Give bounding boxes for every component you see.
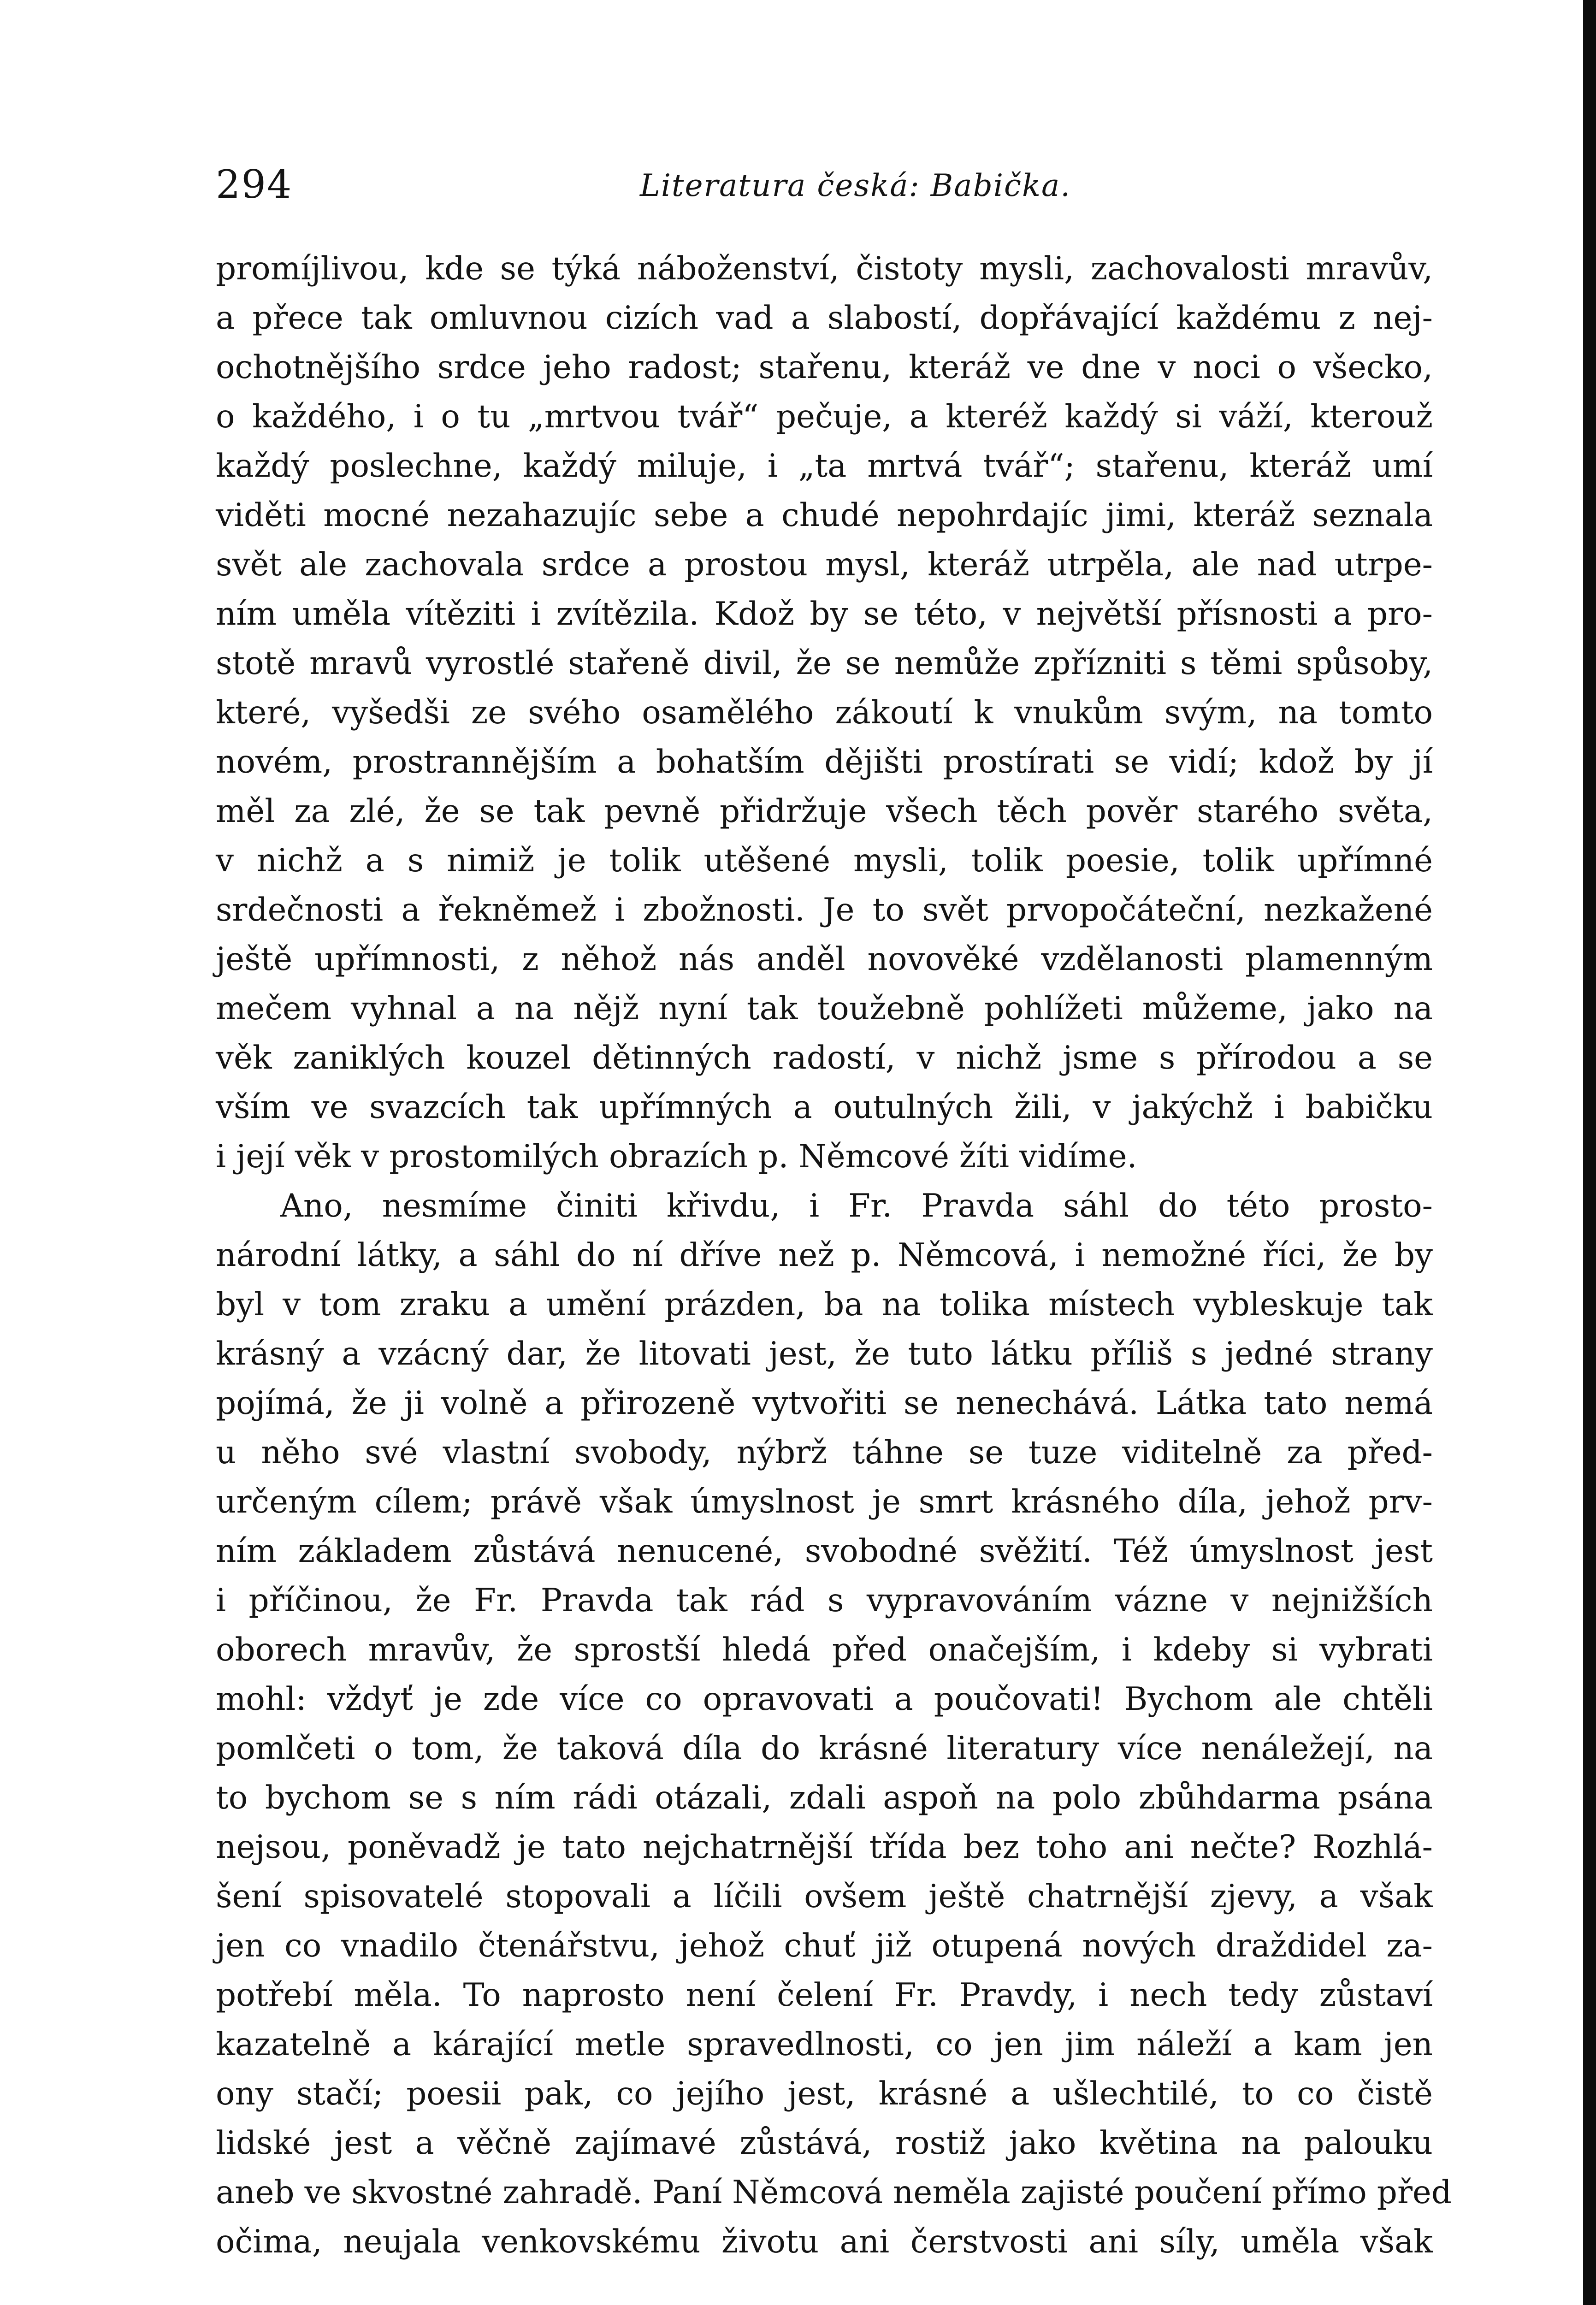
text-line: o každého, i o tu „mrtvou tvář“ pečuje, a kteréž každý si váží, kterouž [216, 398, 1433, 435]
text-line: krásný a vzácný dar, že litovati jest, že tuto látku příliš s jedné strany [216, 1336, 1433, 1372]
text-line: novém, prostrannějším a bohatším dějišti prostírati se vidí; kdož by jí [216, 744, 1433, 780]
text-line: v nichž a s nimiž je tolik utěšené mysli, tolik poesie, tolik upřímné [216, 842, 1433, 879]
text-line: lidské jest a věčně zajímavé zůstává, rostiž jako květina na palouku [216, 2125, 1433, 2162]
text-line: šení spisovatelé stopovali a líčili ovšem ještě chatrnější zjevy, a však [216, 1878, 1433, 1915]
text-line: jen co vnadilo čtenářstvu, jehož chuť již otupená nových draždidel za- [216, 1927, 1433, 1964]
page-number: 294 [216, 162, 293, 207]
text-line: nejsou, poněvadž je tato nejchatrnější třída bez toho ani nečte? Rozhlá- [216, 1829, 1433, 1866]
text-line: aneb ve skvostné zahradě. Paní Němcová neměla zajisté poučení přímo před [216, 2174, 1452, 2211]
paragraph-end-line: i její věk v prostomilých obrazích p. Němcové žíti vidíme. [216, 1138, 1137, 1175]
text-line: kazatelně a kárající metle spravedlnosti, co jen jim náleží a kam jen [216, 2026, 1433, 2063]
text-line: svět ale zachovala srdce a prostou mysl, kteráž utrpěla, ale nad utrpe- [216, 546, 1433, 583]
text-line: věk zaniklých kouzel dětinných radostí, v nichž jsme s přírodou a se [216, 1040, 1433, 1076]
text-line: u něho své vlastní svobody, nýbrž táhne se tuze viditelně za před- [216, 1434, 1433, 1471]
running-head: Literatura česká: Babička. [640, 168, 1071, 203]
text-line: pojímá, že ji volně a přirozeně vytvořiti se nenechává. Látka tato nemá [216, 1385, 1433, 1422]
body-text [216, 244, 1452, 2305]
text-line: ochotnějšího srdce jeho radost; stařenu, kteráž ve dne v noci o všecko, [216, 349, 1433, 386]
text-line: potřebí měla. To naprosto není čelení Fr. Pravdy, i nech tedy zůstaví [216, 1977, 1433, 2014]
text-line: to bychom se s ním rádi otázali, zdali aspoň na polo zbůhdarma psána [216, 1779, 1433, 1816]
text-line: vším ve svazcích tak upřímných a outulných žili, v jakýchž i babičku [216, 1089, 1433, 1126]
text-line: každý poslechne, každý miluje, i „ta mrtvá tvář“; stařenu, kteráž umí [216, 448, 1433, 485]
text-line: očima, neujala venkovskému životu ani čerstvosti ani síly, uměla však [216, 2223, 1433, 2260]
page-header [216, 152, 1433, 217]
text-line: ním základem zůstává nenucené, svobodné svěžití. Též úmyslnost jest [216, 1533, 1433, 1570]
text-line: byl v tom zraku a umění prázden, ba na tolika místech vybleskuje tak [216, 1286, 1433, 1323]
text-line: měl za zlé, že se tak pevně přidržuje všech těch pověr starého světa, [216, 793, 1433, 830]
text-line: národní látky, a sáhl do ní dříve než p. Němcová, i nemožné říci, že by [216, 1237, 1433, 1274]
text-line: a přece tak omluvnou cizích vad a slabostí, dopřávající každému z nej- [216, 300, 1433, 337]
text-line: mohl: vždyť je zde více co opravovati a poučovati! Bychom ale chtěli [216, 1681, 1433, 1718]
text-line: stotě mravů vyrostlé stařeně divil, že se nemůže zpřízniti s těmi spůsoby, [216, 645, 1433, 682]
paragraph-start-line: Ano, nesmíme činiti křivdu, i Fr. Pravda sáhl do této prosto- [280, 1188, 1433, 1224]
text-line: ním uměla vítěziti i zvítězila. Kdož by se této, v největší přísnosti a pro- [216, 596, 1433, 632]
text-line: ještě upřímnosti, z něhož nás anděl novověké vzdělanosti plamenným [216, 941, 1433, 978]
text-line: viděti mocné nezahazujíc sebe a chudé nepohrdajíc jimi, kteráž seznala [216, 497, 1433, 534]
text-line: i příčinou, že Fr. Pravda tak rád s vypravováním vázne v nejnižších [216, 1582, 1433, 1619]
text-line: pomlčeti o tom, že taková díla do krásné literatury více nenáležejí, na [216, 1730, 1433, 1767]
text-line: oborech mravův, že sprostší hledá před onačejším, i kdeby si vybrati [216, 1631, 1433, 1668]
text-line: srdečnosti a řekněmež i zbožnosti. Je to svět prvopočáteční, nezkažené [216, 892, 1433, 928]
scan-edge [1583, 0, 1596, 2305]
text-line: určeným cílem; právě však úmyslnost je smrt krásného díla, jehož prv- [216, 1483, 1433, 1520]
text-line: které, vyšedši ze svého osamělého zákoutí k vnukům svým, na tomto [216, 694, 1433, 731]
text-line: mečem vyhnal a na nějž nyní tak toužebně pohlížeti můžeme, jako na [216, 990, 1433, 1027]
text-line: promíjlivou, kde se týká náboženství, čistoty mysli, zachovalosti mravův, [216, 250, 1433, 287]
text-line: ony stačí; poesii pak, co jejího jest, krásné a ušlechtilé, to co čistě [216, 2075, 1433, 2112]
